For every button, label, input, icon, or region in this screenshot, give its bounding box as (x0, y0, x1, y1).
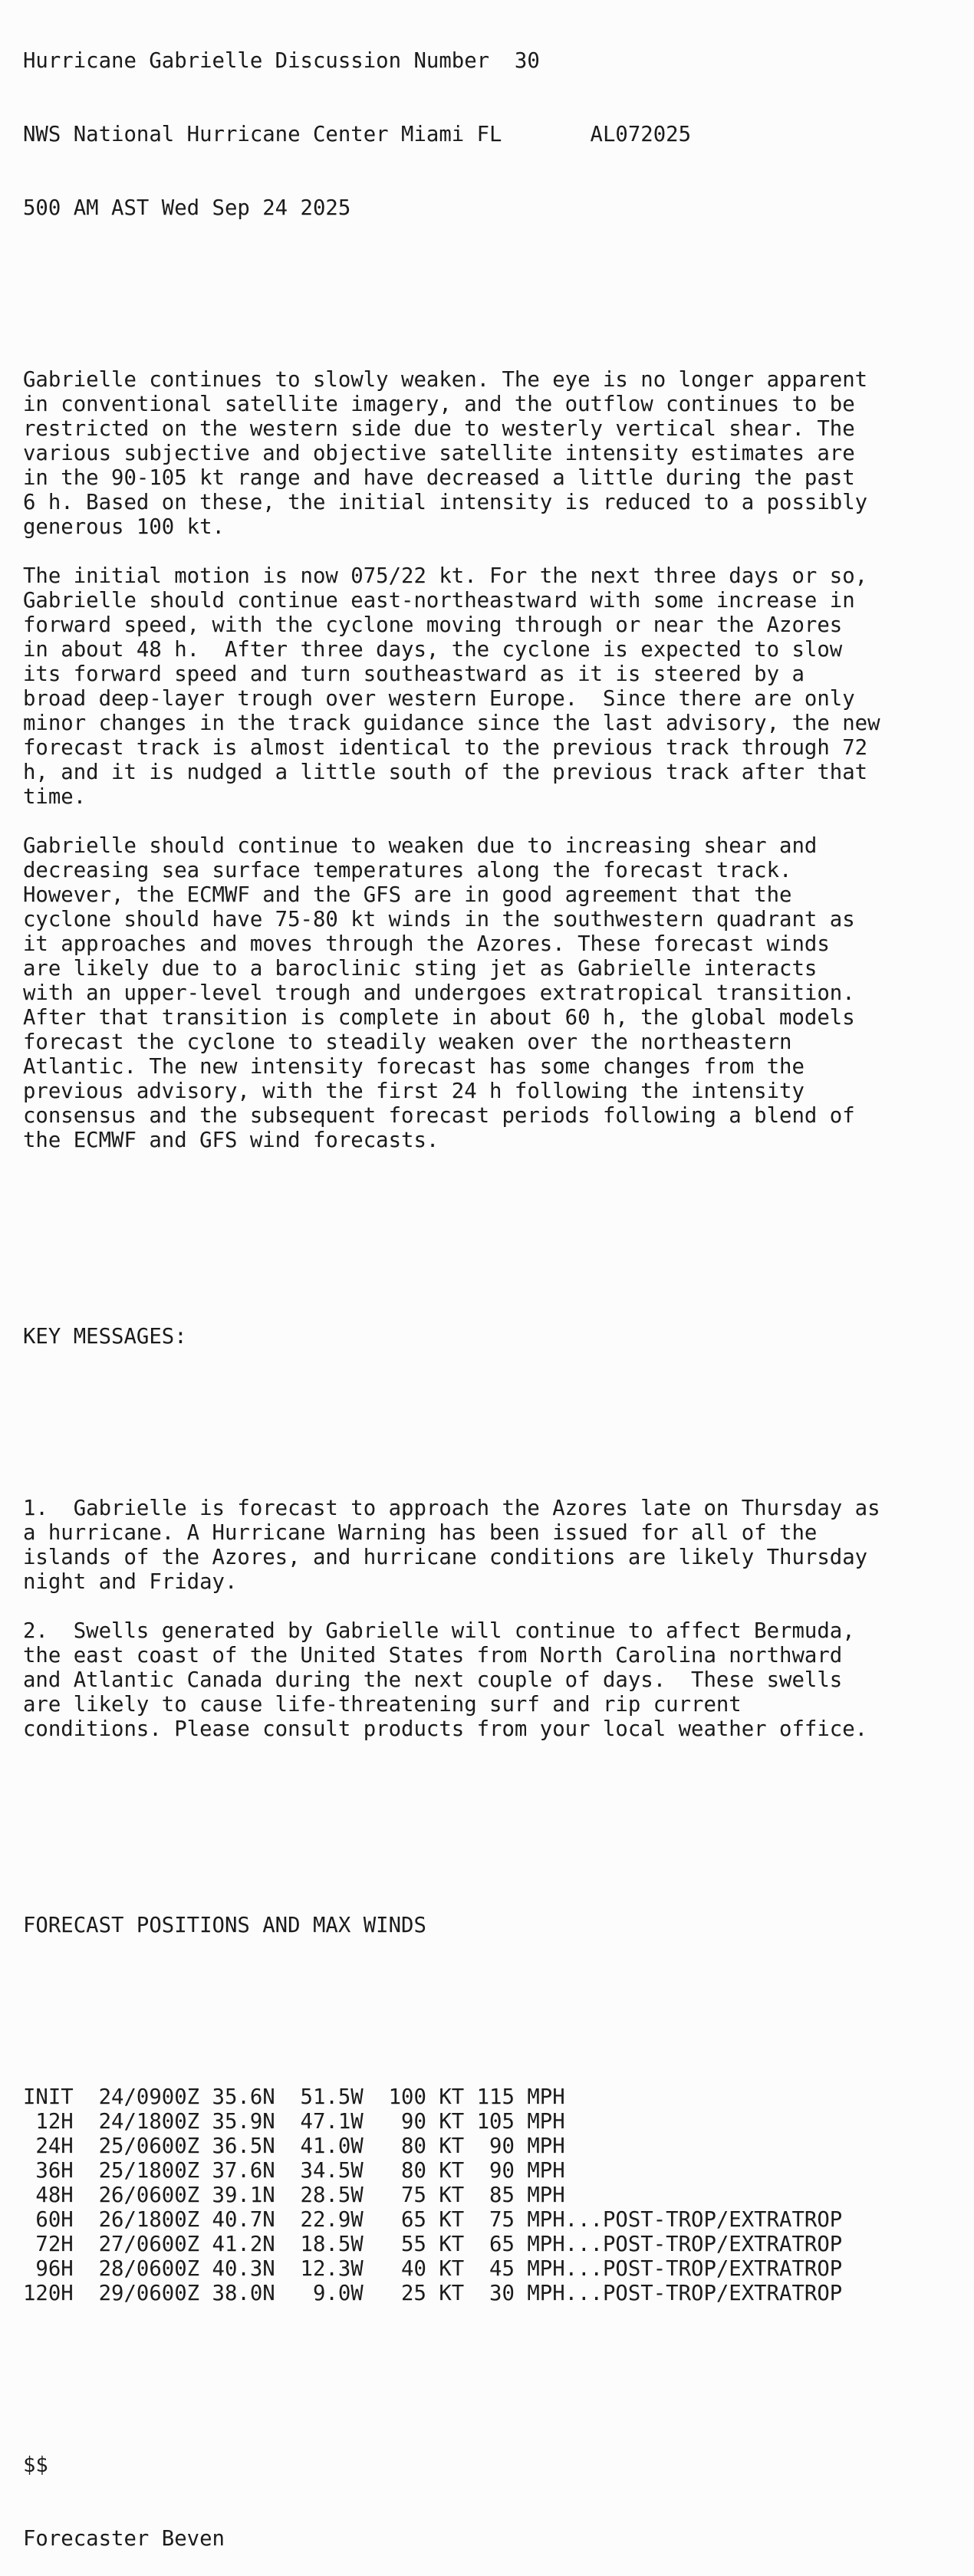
paragraph-line: forecast the cyclone to steadily weaken over the northeastern (23, 1030, 792, 1054)
discussion-paragraph (23, 834, 880, 1153)
paragraph-line: minor changes in the track guidance since the last advisory, the new (23, 711, 880, 735)
forecast-row: 60H 26/1800Z 40.7N 22.9W 65 KT 75 MPH...POST-TROP/EXTRATROP (23, 2208, 843, 2232)
paragraph-line: cyclone should have 75-80 kt winds in the southwestern quadrant as (23, 908, 855, 932)
issue-time: 500 AM AST Wed Sep 24 2025 (23, 196, 351, 220)
key-message (23, 1619, 880, 1742)
issuing-office: NWS National Hurricane Center Miami FL AL072025 (23, 123, 692, 146)
paragraph-line: However, the ECMWF and the GFS are in good agreement that the (23, 883, 792, 907)
blank-line (23, 540, 880, 564)
paragraph-line: time. (23, 785, 87, 809)
paragraph-line: generous 100 kt. (23, 515, 225, 539)
key-message-line: are likely to cause life-threatening surf and rip current (23, 1693, 742, 1717)
forecast-row: 12H 24/1800Z 35.9N 47.1W 90 KT 105 MPH (23, 2110, 565, 2134)
paragraph-line: 6 h. Based on these, the initial intensity is reduced to a possibly (23, 491, 868, 514)
blank-line (23, 270, 880, 294)
forecast-row: 96H 28/0600Z 40.3N 12.3W 40 KT 45 MPH...POST-TROP/EXTRATROP (23, 2257, 843, 2281)
blank-line (23, 1595, 880, 1619)
paragraph-line: in the 90-105 kt range and have decreased a little during the past (23, 466, 855, 490)
key-messages-list (23, 1497, 880, 1766)
key-message-line: 1. Gabrielle is forecast to approach the Azores late on Thursday as (23, 1497, 880, 1520)
key-messages-heading: KEY MESSAGES: (23, 1325, 187, 1349)
paragraph-line: in about 48 h. After three days, the cyclone is expected to slow (23, 638, 843, 662)
blank-line (23, 1398, 880, 1423)
discussion-body (23, 368, 880, 1178)
key-message (23, 1497, 880, 1595)
paragraph-line: consensus and the subsequent forecast periods following a blend of (23, 1104, 855, 1128)
discussion-text (23, 0, 880, 2576)
paragraph-line: h, and it is nudged a little south of the previous track after that (23, 761, 868, 784)
forecast-row: 36H 25/1800Z 37.6N 34.5W 80 KT 90 MPH (23, 2159, 565, 2183)
key-message-line: islands of the Azores, and hurricane conditions are likely Thursday (23, 1546, 868, 1569)
blank-line (23, 1987, 880, 2012)
paragraph-line: The initial motion is now 075/22 kt. For the next three days or so, (23, 564, 868, 588)
paragraph-line: it approaches and moves through the Azores. These forecast winds (23, 932, 830, 956)
paragraph-line: various subjective and objective satellite intensity estimates are (23, 442, 855, 465)
blank-line (23, 1153, 880, 1178)
forecast-heading: FORECAST POSITIONS AND MAX WINDS (23, 1914, 426, 1937)
key-message-line: the east coast of the United States from North Carolina northward (23, 1644, 843, 1668)
paragraph-line: broad deep-layer trough over western Europe. Since there are only (23, 687, 855, 711)
forecast-table (23, 2085, 880, 2306)
blank-line (23, 1251, 880, 1276)
key-message-line: and Atlantic Canada during the next couple of days. These swells (23, 1668, 843, 1692)
blank-line (23, 1840, 880, 1865)
blank-line (23, 1742, 880, 1766)
paragraph-line: Gabrielle continues to slowly weaken. The eye is no longer apparent (23, 368, 868, 392)
paragraph-line: in conventional satellite imagery, and the outflow continues to be (23, 393, 855, 416)
paragraph-line: its forward speed and turn southeastward as it is steered by a (23, 662, 805, 686)
paragraph-line: previous advisory, with the first 24 h following the intensity (23, 1079, 805, 1103)
blank-line (23, 2380, 880, 2404)
forecast-row: INIT 24/0900Z 35.6N 51.5W 100 KT 115 MPH (23, 2085, 565, 2109)
paragraph-line: are likely due to a baroclinic sting jet as Gabrielle interacts (23, 957, 818, 981)
paragraph-line: forward speed, with the cyclone moving through or near the Azores (23, 613, 843, 637)
paragraph-line: forecast track is almost identical to the previous track through 72 (23, 736, 868, 760)
end-marker: $$ (23, 2453, 48, 2477)
blank-line (23, 810, 880, 834)
paragraph-line: Gabrielle should continue east-northeastward with some increase in (23, 589, 855, 613)
forecast-row: 120H 29/0600Z 38.0N 9.0W 25 KT 30 MPH...POST-TROP/EXTRATROP (23, 2282, 843, 2305)
key-message-line: night and Friday. (23, 1570, 238, 1594)
paragraph-line: restricted on the western side due to westerly vertical shear. The (23, 417, 855, 441)
paragraph-line: Gabrielle should continue to weaken due to increasing shear and (23, 834, 818, 858)
paragraph-line: the ECMWF and GFS wind forecasts. (23, 1129, 439, 1152)
paragraph-line: with an upper-level trough and undergoes extratropical transition. (23, 981, 855, 1005)
paragraph-line: After that transition is complete in about 60 h, the global models (23, 1006, 855, 1030)
forecast-row: 48H 26/0600Z 39.1N 28.5W 75 KT 85 MPH (23, 2183, 565, 2207)
paragraph-line: Atlantic. The new intensity forecast has some changes from the (23, 1055, 805, 1079)
discussion-paragraph (23, 564, 880, 810)
forecast-row: 24H 25/0600Z 36.5N 41.0W 80 KT 90 MPH (23, 2134, 565, 2158)
key-message-line: conditions. Please consult products from your local weather office. (23, 1717, 868, 1741)
discussion-paragraph (23, 368, 880, 540)
key-message-line: a hurricane. A Hurricane Warning has been issued for all of the (23, 1521, 818, 1545)
discussion-title: Hurricane Gabrielle Discussion Number 30 (23, 49, 540, 73)
forecast-row: 72H 27/0600Z 41.2N 18.5W 55 KT 65 MPH...POST-TROP/EXTRATROP (23, 2233, 843, 2256)
key-message-line: 2. Swells generated by Gabrielle will continue to affect Bermuda, (23, 1619, 855, 1643)
forecaster-signature: Forecaster Beven (23, 2527, 225, 2551)
paragraph-line: decreasing sea surface temperatures along the forecast track. (23, 859, 792, 882)
